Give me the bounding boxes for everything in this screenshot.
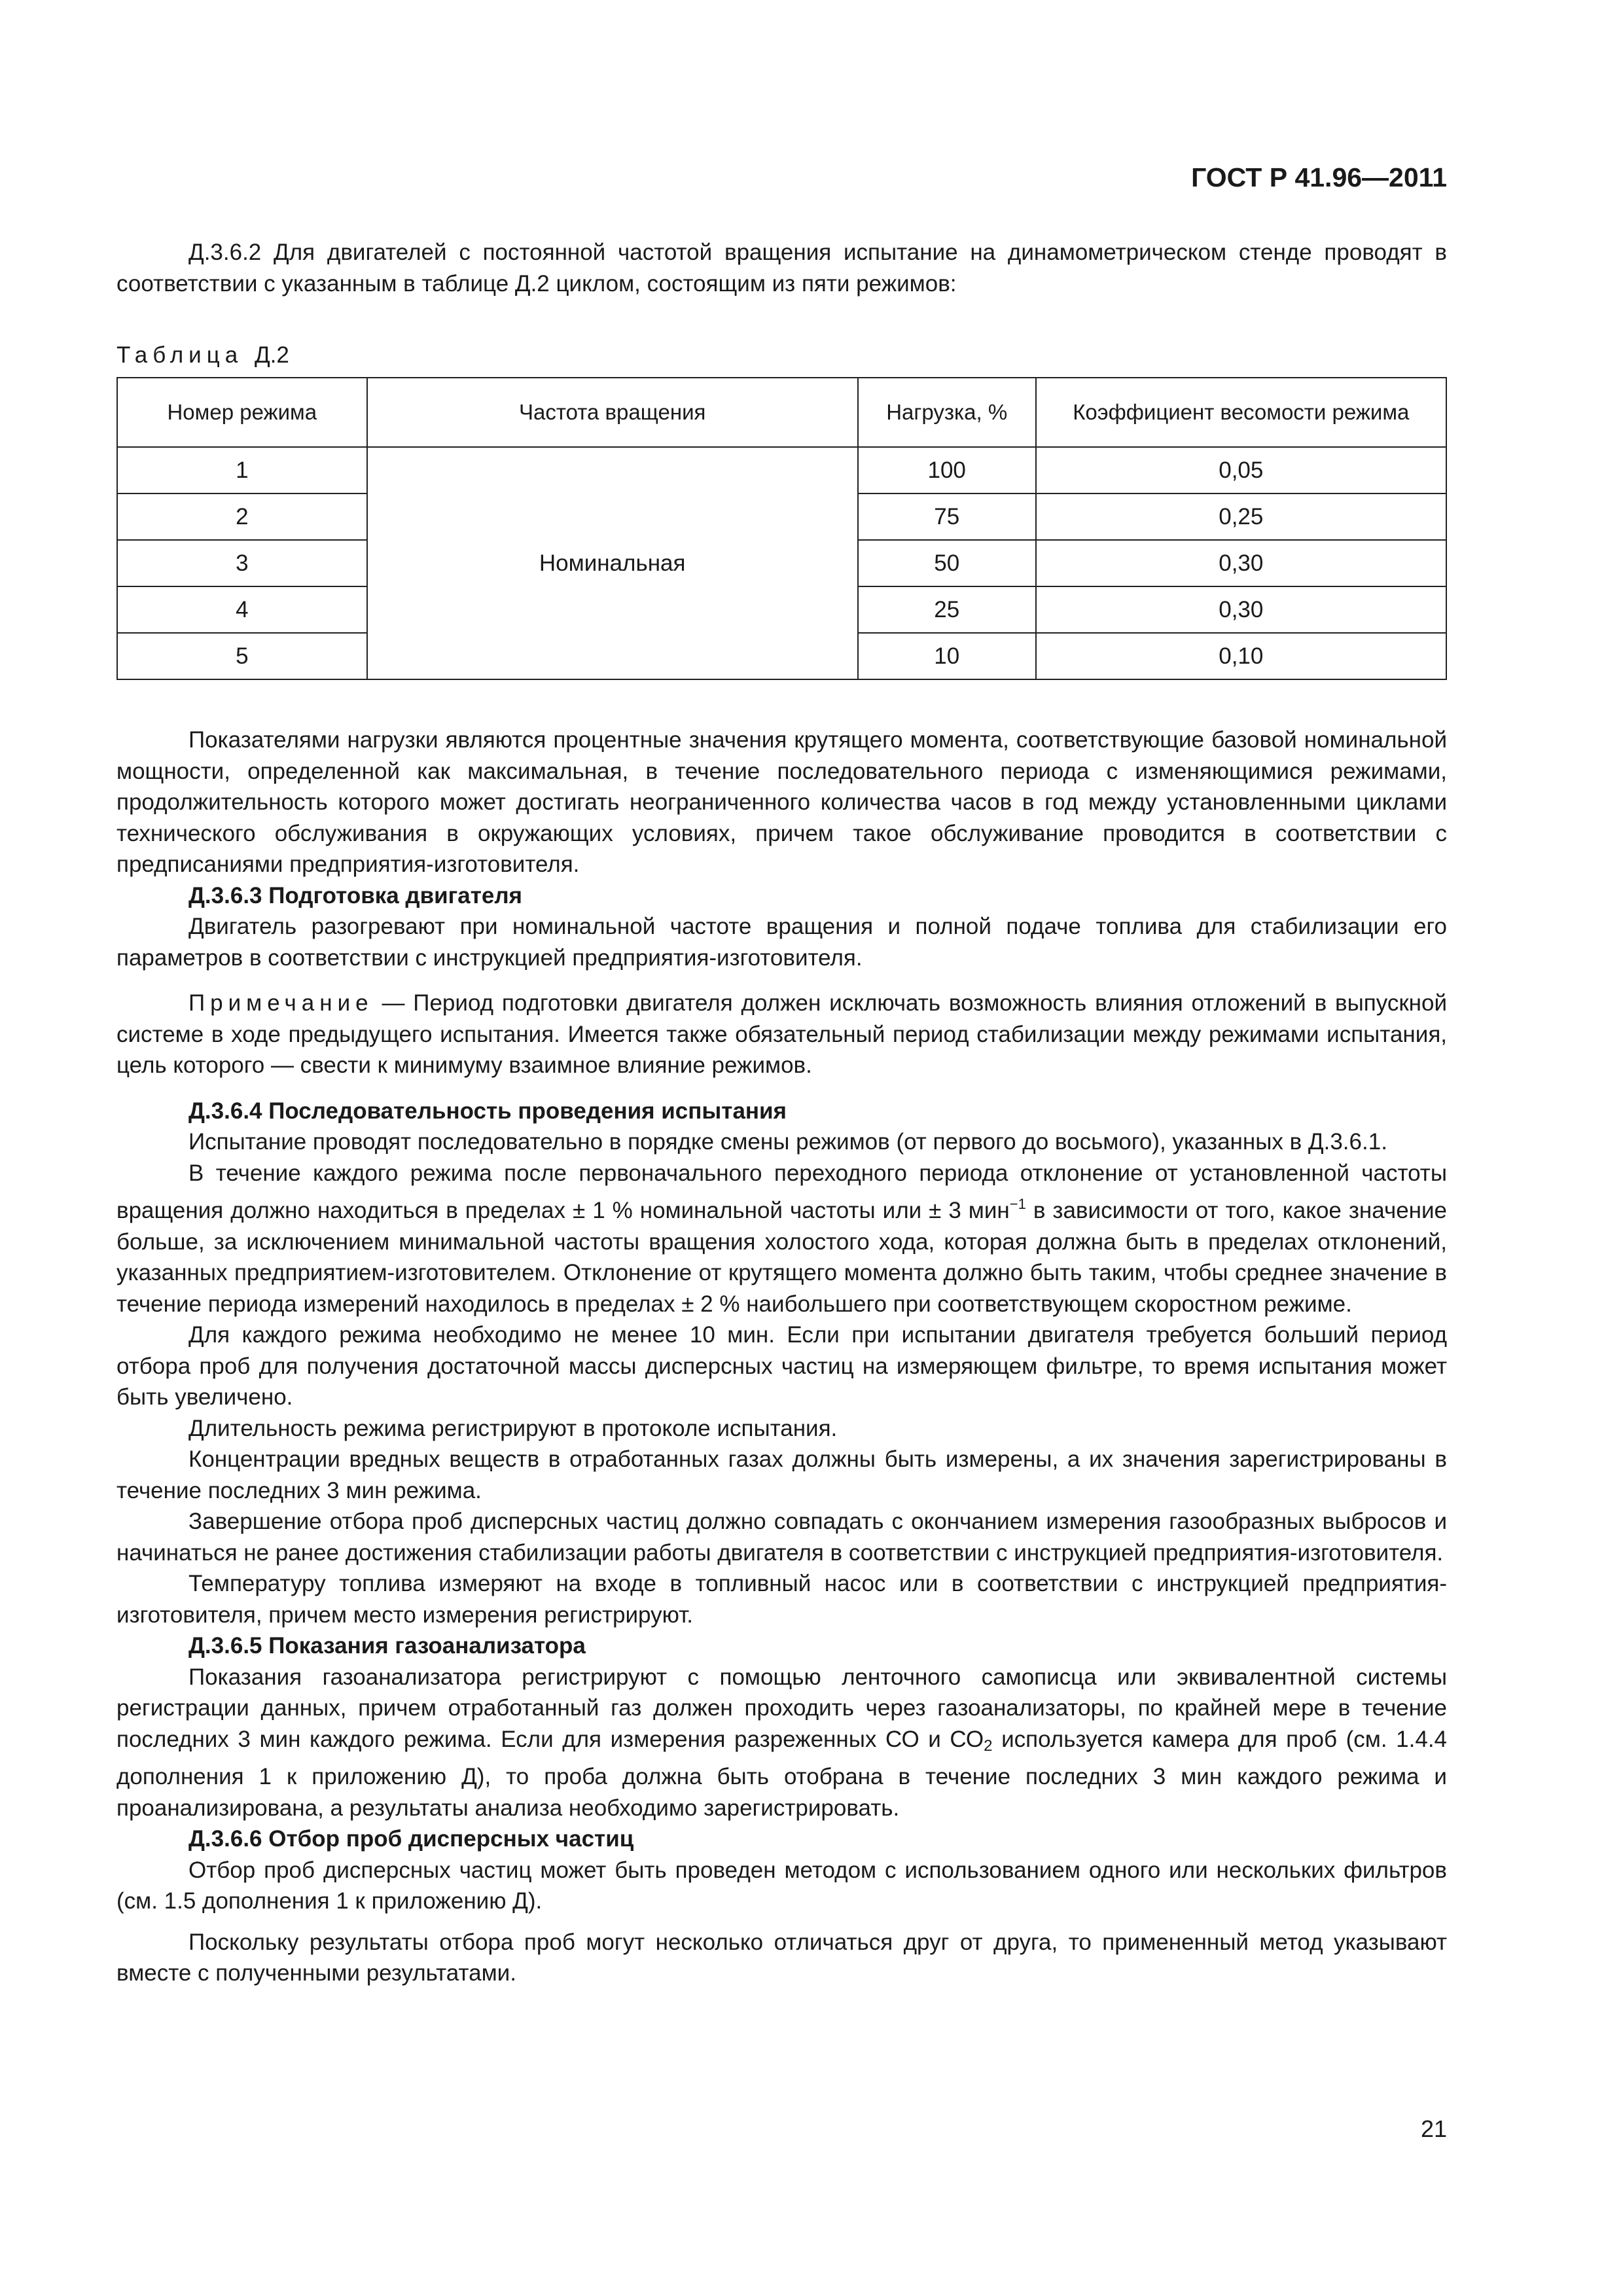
- deviation-text-2: в зависимости от того, какое значение больше, за исключением минимальной частоты вращения холостого хода, которая должна быть в пределах отклонений, указанных предприятием-изготовителем. Отклонение от крутящего момента должно быть таким, чтобы среднее значение в течение периода измерений находилось в пределах ± 2 % наибольшего при соответствующем скоростном режиме.: [116, 1198, 1447, 1317]
- cell-load: 50: [858, 540, 1036, 586]
- cell-mode: 3: [117, 540, 367, 586]
- cell-weight: 0,30: [1036, 586, 1446, 633]
- header-rotation-speed: Частота вращения: [367, 378, 858, 447]
- cell-load: 25: [858, 586, 1036, 633]
- cell-weight: 0,05: [1036, 447, 1446, 493]
- note-text: — Период подготовки двигателя должен исключать возможность влияния отложений в выпускной системе в ходе предыдущего испытания. Имеется также обязательный период стабилизации между режимами испытания, цель которого — свести к минимуму взаимное влияние режимов.: [116, 990, 1447, 1078]
- table-row: [117, 447, 1446, 493]
- table-caption-word: Таблица: [116, 342, 243, 368]
- header-load: Нагрузка, %: [858, 378, 1036, 447]
- cell-load: 10: [858, 633, 1036, 679]
- document-body: [116, 237, 1447, 1989]
- paragraph-d364-protocol: Длительность режима регистрируют в протоколе испытания.: [188, 1415, 838, 1441]
- gas-analyzer-text-2: используется камера для проб (см. 1.4.4 дополнения 1 к приложению Д), то проба должна быть отобрана в течение последних 3 мин каждого режима и проанализирована, а результаты анализа необходимо зарегистрировать.: [116, 1726, 1448, 1821]
- section-heading-d364: Д.3.6.4 Последовательность проведения испытания: [188, 1098, 787, 1124]
- section-heading-d363: Д.3.6.3 Подготовка двигателя: [188, 882, 522, 908]
- table-caption: [116, 340, 1447, 370]
- paragraph-d364-deviation: [116, 1158, 1447, 1320]
- cell-mode: 1: [117, 447, 367, 493]
- header-mode-number: Номер режима: [117, 378, 367, 447]
- page-number: 21: [1420, 2115, 1447, 2142]
- table-caption-number: Д.2: [254, 342, 289, 368]
- cell-weight: 0,30: [1036, 540, 1446, 586]
- section-heading-d365: Д.3.6.5 Показания газоанализатора: [188, 1633, 586, 1659]
- paragraph-d366-results: Поскольку результаты отбора проб могут несколько отличаться друг от друга, то примененный метод указывают вместе с полученными результатами.: [116, 1929, 1447, 1986]
- paragraph-d364-duration: Для каждого режима необходимо не менее 10 мин. Если при испытании двигателя требуется больший период отбора проб для получения достаточной массы дисперсных частиц на измеряющем фильтре, то время испытания может быть увеличено.: [116, 1322, 1447, 1410]
- paragraph-d366-filters: Отбор проб дисперсных частиц может быть проведен методом с использованием одного или нескольких фильтров (см. 1.5 дополнения 1 к приложению Д).: [116, 1857, 1447, 1914]
- deviation-text-1: В течение каждого режима после первоначального переходного периода отклонение от установленной частоты вращения должно находиться в пределах ± 1 % номинальной частоты или ± 3 мин: [116, 1160, 1447, 1223]
- header-weight-factor: Коэффициент весомости режима: [1036, 378, 1446, 447]
- note-label: Примечание: [188, 990, 374, 1016]
- note-paragraph: [116, 988, 1447, 1081]
- intro-paragraph: Д.3.6.2 Для двигателей с постоянной частотой вращения испытание на динамометрическом стенде проводят в соответствии с указанным в таблице Д.2 циклом, состоящим из пяти режимов:: [116, 240, 1447, 296]
- paragraph-d363: Двигатель разогревают при номинальной частоте вращения и полной подаче топлива для стабилизации его параметров в соответствии с инструкцией предприятия-изготовителя.: [116, 914, 1447, 971]
- cell-load: 100: [858, 447, 1036, 493]
- co2-subscript: 2: [984, 1736, 993, 1755]
- paragraph-d364-sequence: Испытание проводят последовательно в порядке смены режимов (от первого до восьмого), указанных в Д.3.6.1.: [188, 1129, 1387, 1155]
- cell-mode: 4: [117, 586, 367, 633]
- cell-speed-merged: Номинальная: [367, 447, 858, 679]
- cell-weight: 0,10: [1036, 633, 1446, 679]
- paragraph-d364-sampling-end: Завершение отбора проб дисперсных частиц должно совпадать с окончанием измерения газообразных выбросов и начинаться не ранее достижения стабилизации работы двигателя в соответствии с инструкцией предприятия-изготовителя.: [116, 1509, 1447, 1566]
- cell-weight: 0,25: [1036, 493, 1446, 540]
- cell-load: 75: [858, 493, 1036, 540]
- section-heading-d366: Д.3.6.6 Отбор проб дисперсных частиц: [188, 1826, 634, 1852]
- deviation-unit-exponent: −1: [1009, 1196, 1026, 1212]
- paragraph-d365: [116, 1662, 1447, 1824]
- gas-analyzer-text-1: Показания газоанализатора регистрируют с помощью ленточного самописца или эквивалентной системы регистрации данных, причем отработанный газ должен проходить через газоанализаторы, по крайней мере в течение последних 3 мин каждого режима. Если для измерения разреженных СО и СО: [116, 1664, 1447, 1752]
- modes-table: [116, 377, 1447, 680]
- paragraph-d364-concentrations: Концентрации вредных веществ в отработанных газах должны быть измерены, а их значения зарегистрированы в течение последних 3 мин режима.: [116, 1446, 1447, 1503]
- cell-mode: 2: [117, 493, 367, 540]
- table-header-row: [117, 378, 1446, 447]
- cell-mode: 5: [117, 633, 367, 679]
- paragraph-d364-fuel-temperature: Температуру топлива измеряют на входе в топливный насос или в соответствии с инструкцией предприятия-изготовителя, причем место измерения регистрируют.: [116, 1571, 1447, 1628]
- standard-designation: ГОСТ Р 41.96—2011: [1191, 162, 1447, 192]
- load-indicators-paragraph: Показателями нагрузки являются процентные значения крутящего момента, соответствующие базовой номинальной мощности, определенной как максимальная, в течение последовательного периода с изменяющимися режимами, продолжительность которого может достигать неограниченного количества часов в год между установленными циклами технического обслуживания в окружающих условиях, причем такое обслуживание проводится в соответствии с предписаниями предприятия-изготовителя.: [116, 727, 1447, 877]
